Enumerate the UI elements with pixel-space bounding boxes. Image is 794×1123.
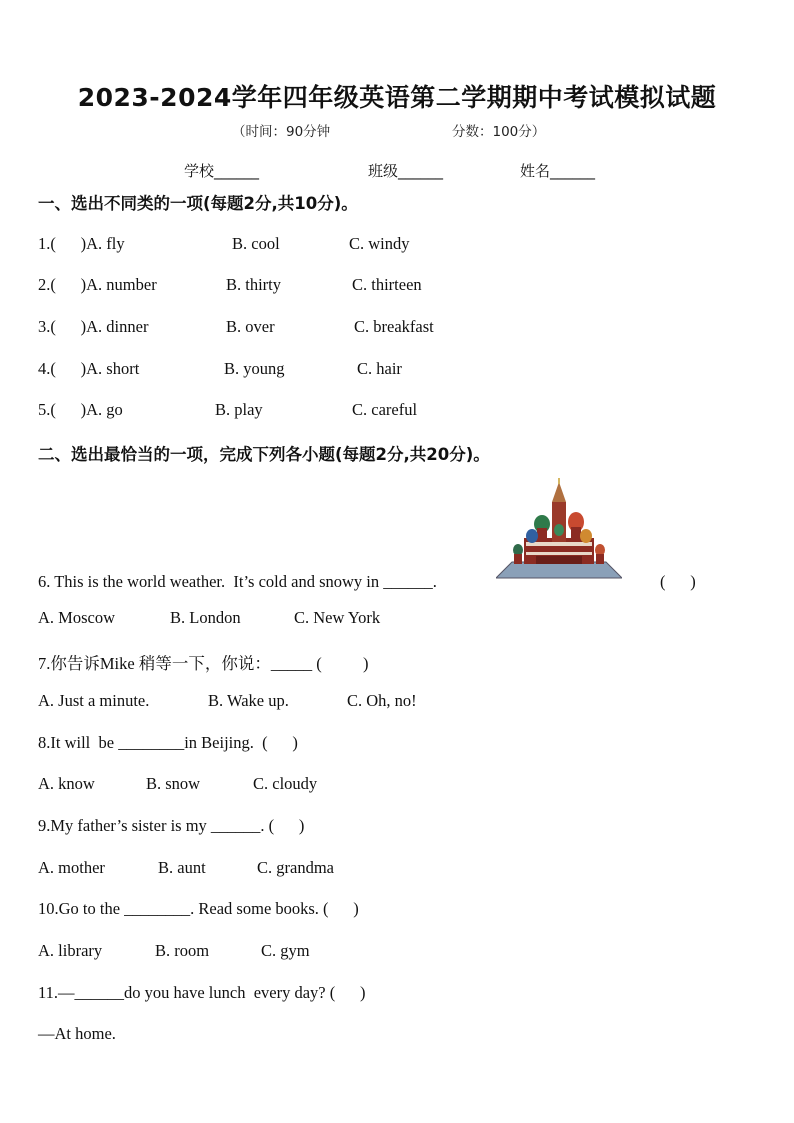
section2-heading: 二、选出最恰当的一项，完成下列各小题(每题2分,共20分)。: [38, 445, 490, 464]
q8-a: A. know: [38, 774, 95, 793]
section1-heading: 一、选出不同类的一项(每题2分,共10分)。: [38, 194, 358, 213]
q10-a: A. library: [38, 941, 103, 960]
q4-b: B. young: [224, 359, 285, 378]
q7-stem: 7.你告诉Mike 稍等一下，你说：_____ ( ): [38, 654, 369, 673]
q6-a: A. Moscow: [38, 608, 115, 627]
q7-b: B. Wake up.: [208, 691, 289, 710]
q1-a: 1.( )A. fly: [38, 234, 125, 253]
q1-c: C. windy: [349, 234, 410, 253]
q3-c: C. breakfast: [354, 317, 434, 336]
q3-b: B. over: [226, 317, 275, 336]
school-field[interactable]: 学校______: [184, 162, 260, 180]
q7-a: A. Just a minute.: [38, 691, 150, 710]
q2-c: C. thirteen: [352, 275, 422, 294]
q9-c: C. grandma: [257, 858, 334, 877]
q8-stem: 8.It will be ________in Beijing. ( ): [38, 733, 298, 752]
q3-a: 3.( )A. dinner: [38, 317, 149, 336]
q2-a: 2.( )A. number: [38, 275, 157, 294]
q4-c: C. hair: [357, 359, 402, 378]
kremlin-cathedral-picture: [496, 478, 622, 580]
q8-b: B. snow: [146, 774, 201, 793]
q1-b: B. cool: [232, 234, 280, 253]
class-field[interactable]: 班级______: [368, 162, 444, 180]
q6-paren: ( ): [660, 572, 696, 591]
q5-a: 5.( )A. go: [38, 400, 123, 419]
q4-a: 4.( )A. short: [38, 359, 140, 378]
exam-score: 分数：100分）: [452, 124, 546, 140]
q9-stem: 9.My father’s sister is my ______. ( ): [38, 816, 305, 835]
q6-c: C. New York: [294, 608, 381, 627]
q8-c: C. cloudy: [253, 774, 318, 793]
q10-c: C. gym: [261, 941, 310, 960]
q10-stem: 10.Go to the ________. Read some books. ( ): [38, 899, 359, 918]
q9-a: A. mother: [38, 858, 105, 877]
q9-b: B. aunt: [158, 858, 206, 877]
q11-answer: —At home.: [38, 1024, 116, 1043]
q6-stem: 6. This is the world weather. It’s cold and snowy in ______.: [38, 572, 437, 591]
q2-b: B. thirty: [226, 275, 282, 294]
q10-b: B. room: [155, 941, 210, 960]
q7-c: C. Oh, no!: [347, 691, 417, 710]
q11-stem: 11.—______do you have lunch every day? ( ): [38, 983, 366, 1002]
page-title: 2023-2024学年四年级英语第二学期期中考试模拟试题: [77, 83, 717, 112]
name-field[interactable]: 姓名______: [520, 162, 596, 180]
q5-b: B. play: [215, 400, 263, 419]
q6-b: B. London: [170, 608, 241, 627]
q5-c: C. careful: [352, 400, 418, 419]
exam-time: （时间：90分钟: [232, 124, 331, 140]
